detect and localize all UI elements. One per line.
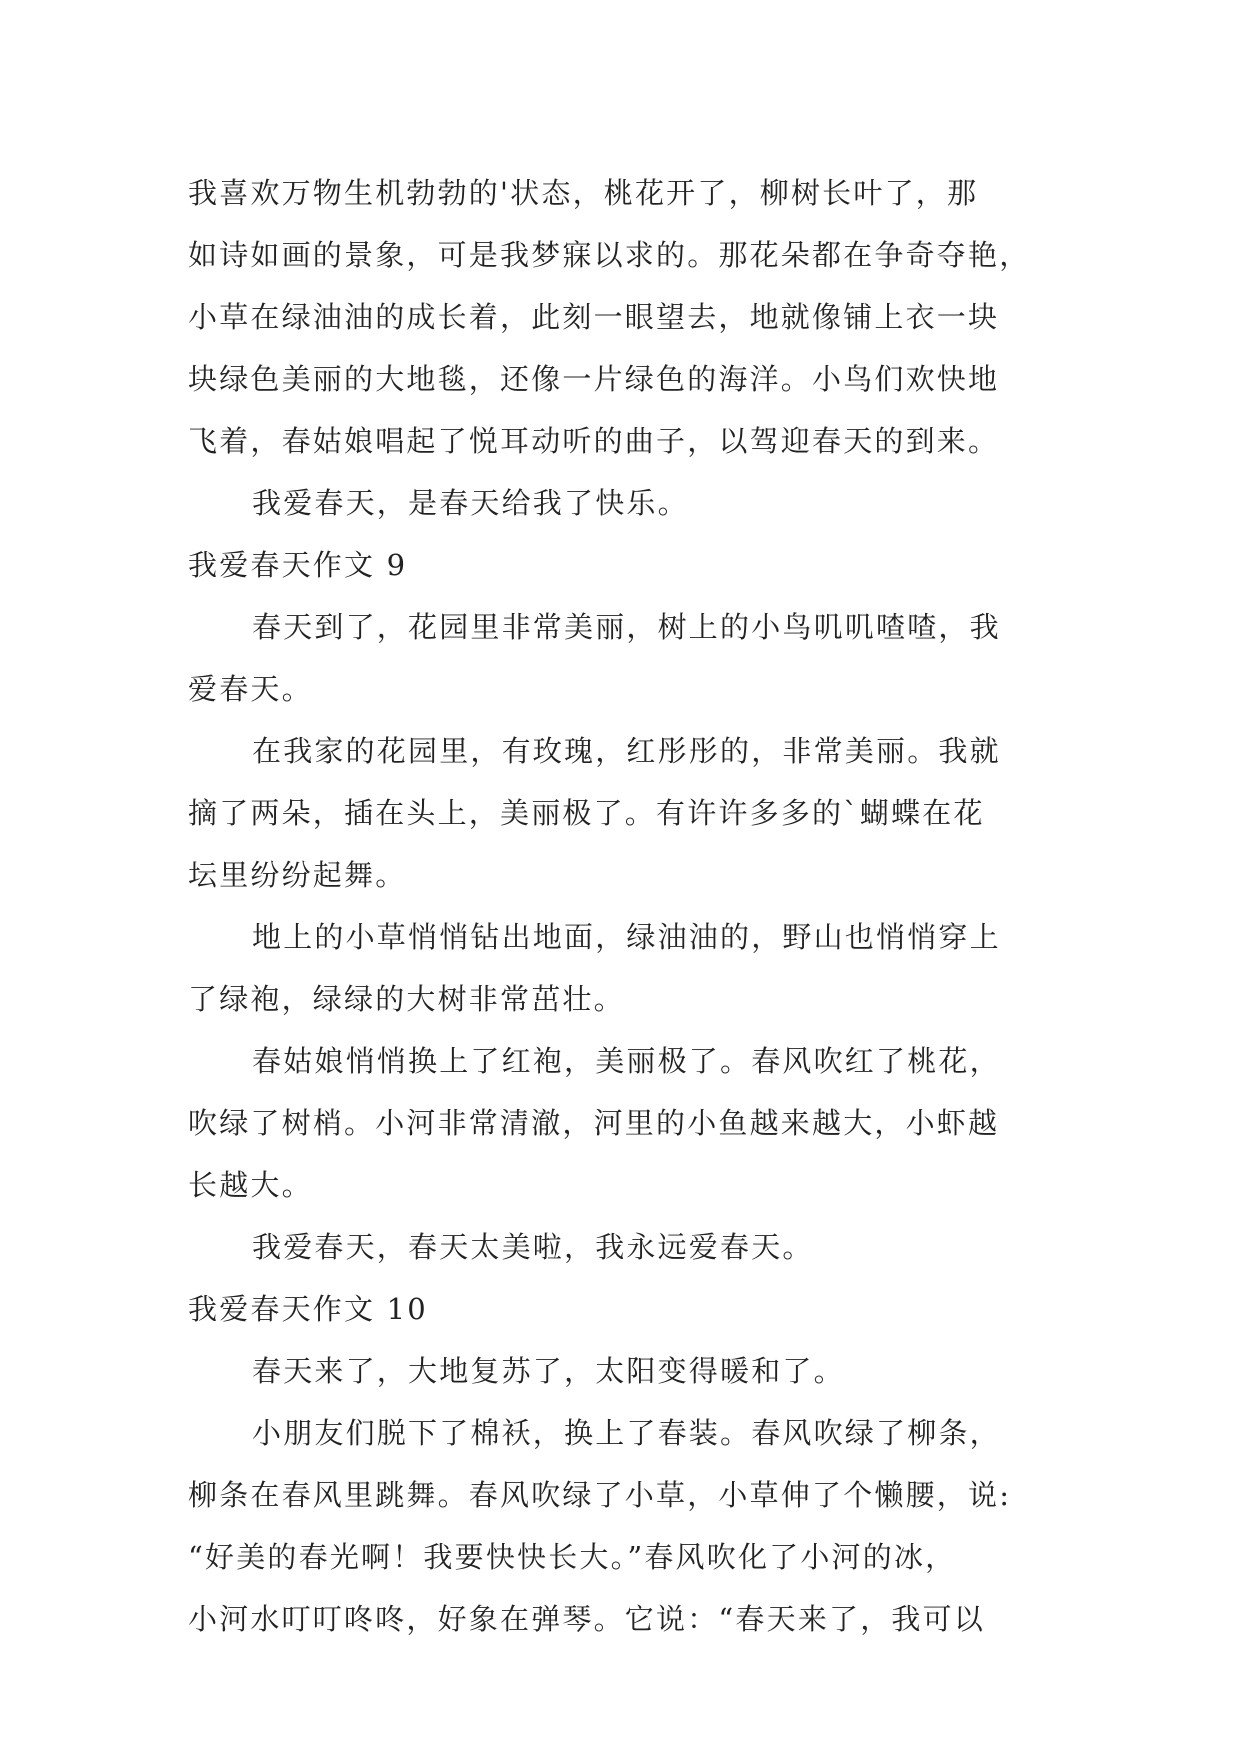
text-line: “好美的春光啊！我要快快长大。”春风吹化了小河的冰， bbox=[188, 1540, 957, 1574]
text-line: 吹绿了树梢。小河非常清澈，河里的小鱼越来越大，小虾越 bbox=[188, 1106, 1000, 1140]
document-body bbox=[188, 162, 1058, 1650]
text-line: 我爱春天，是春天给我了快乐。 bbox=[252, 486, 689, 520]
text-line: 春天到了，花园里非常美丽，树上的小鸟叽叽喳喳，我 bbox=[252, 610, 1001, 644]
text-line: 小河水叮叮咚咚，好象在弹琴。它说：“春天来了，我可以 bbox=[188, 1602, 986, 1636]
text-line: 块绿色美丽的大地毯，还像一片绿色的海洋。小鸟们欢快地 bbox=[188, 362, 1000, 396]
text-line: 摘了两朵，插在头上，美丽极了。有许许多多的`蝴蝶在花 bbox=[188, 796, 985, 830]
text-line: 柳条在春风里跳舞。春风吹绿了小草，小草伸了个懒腰，说: bbox=[188, 1478, 1012, 1512]
text-line: 小朋友们脱下了棉袄，换上了春装。春风吹绿了柳条， bbox=[252, 1416, 1001, 1450]
text-line: 我喜欢万物生机勃勃的'状态，桃花开了，柳树长叶了，那 bbox=[188, 176, 979, 210]
text-line: 地上的小草悄悄钻出地面，绿油油的，野山也悄悄穿上 bbox=[252, 920, 1001, 954]
text-line: 在我家的花园里，有玫瑰，红彤彤的，非常美丽。我就 bbox=[252, 734, 1001, 768]
text-line: 飞着，春姑娘唱起了悦耳动听的曲子，以驾迎春天的到来。 bbox=[188, 424, 1000, 458]
text-line: 我爱春天，春天太美啦，我永远爱春天。 bbox=[252, 1230, 814, 1264]
text-line: 小草在绿油油的成长着，此刻一眼望去，地就像铺上衣一块 bbox=[188, 300, 1000, 334]
section-heading: 我爱春天作文 10 bbox=[188, 1292, 428, 1326]
text-line: 春天来了，大地复苏了，太阳变得暖和了。 bbox=[252, 1354, 845, 1388]
text-line: 了绿袍，绿绿的大树非常茁壮。 bbox=[188, 982, 625, 1016]
text-line: 长越大。 bbox=[188, 1168, 313, 1202]
text-line: 坛里纷纷起舞。 bbox=[188, 858, 407, 892]
text-line: 如诗如画的景象，可是我梦寐以求的。那花朵都在争奇夺艳， bbox=[188, 238, 1031, 272]
text-line: 春姑娘悄悄换上了红袍，美丽极了。春风吹红了桃花， bbox=[252, 1044, 1001, 1078]
text-line: 爱春天。 bbox=[188, 672, 313, 706]
section-heading: 我爱春天作文 9 bbox=[188, 548, 408, 582]
